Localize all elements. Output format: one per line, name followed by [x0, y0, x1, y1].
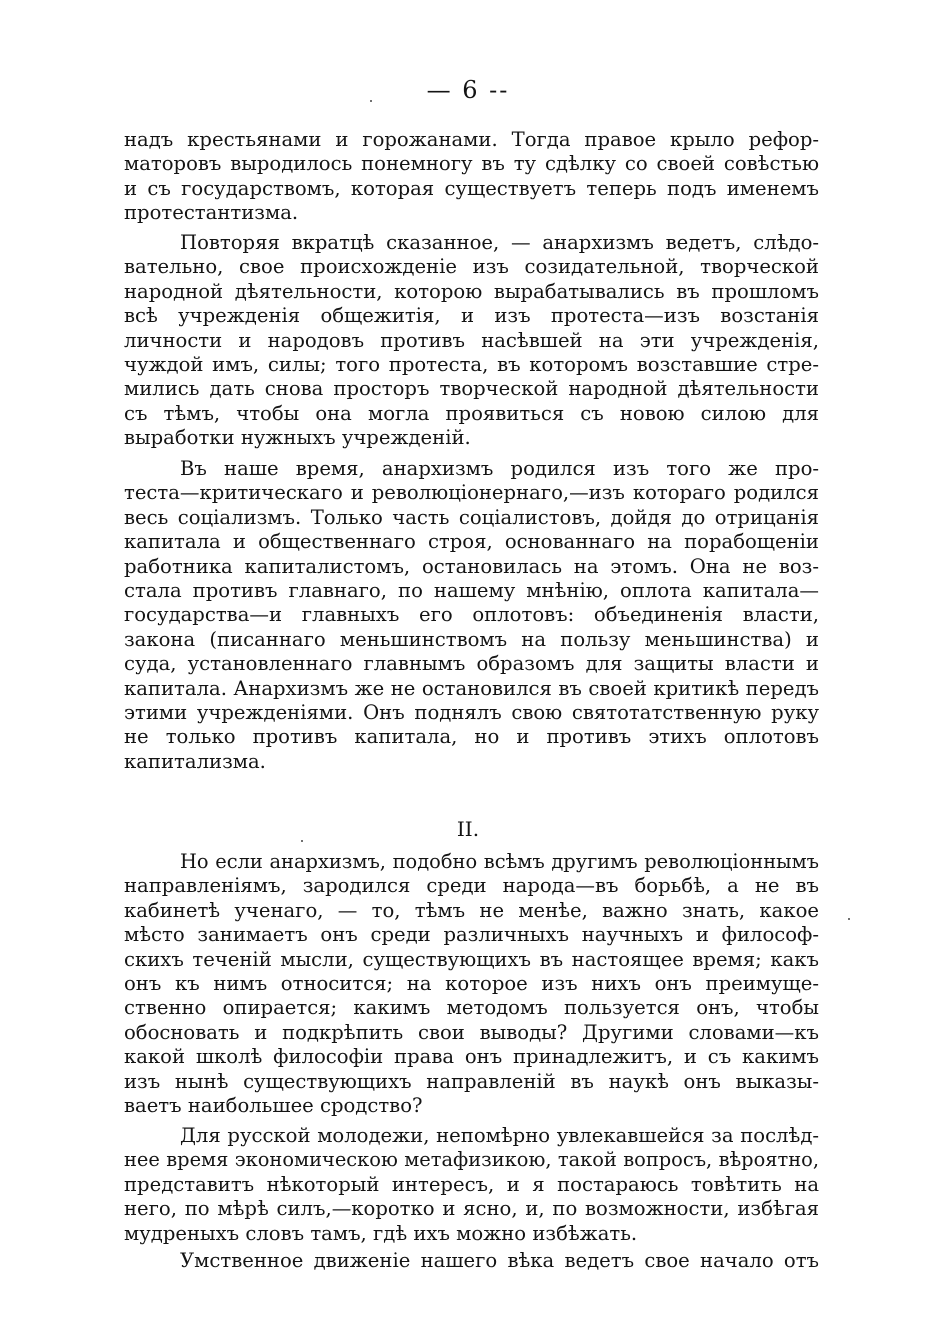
text-line: какой школѣ философіи права онъ принадлежитъ, и съ какимъ: [124, 1045, 819, 1069]
text-line: изъ нынѣ существующихъ направленій въ наукѣ онъ выказы-: [124, 1069, 819, 1093]
text-line: съ тѣмъ, чтобы она могла проявиться съ новою силою для: [124, 401, 819, 425]
text-line: Умственное движеніе нашего вѣка ведетъ свое начало отъ: [180, 1249, 819, 1272]
text-line: ваетъ наибольшее сродство?: [124, 1093, 423, 1117]
text-line: всѣ учрежденія общежитія, и изъ протеста—изъ возстанія: [124, 304, 819, 328]
text-line: не только противъ капитала, но и противъ этихъ оплотовъ: [124, 725, 819, 749]
text-line: вательно, свое происхожденіе изъ созидательной, творческой: [124, 255, 819, 279]
paragraph-3: [124, 457, 819, 774]
text-line: и съ государствомъ, которая существуетъ теперь подъ именемъ: [124, 176, 819, 200]
print-speck: [848, 918, 850, 920]
text-line: капитализма.: [124, 749, 266, 773]
text-line: Повторяя вкратцѣ сказанное, — анархизмъ ведетъ, слѣдо-: [180, 231, 819, 254]
text-line: капитала и общественнаго строя, основаннаго на порабощеніи: [124, 530, 819, 554]
paragraph-5: [124, 1124, 819, 1246]
paragraph-4: [124, 850, 819, 1118]
text-line: этими учрежденіями. Онъ поднялъ свою святотатственную руку: [124, 700, 819, 724]
text-line: капитала. Анархизмъ же не остановился въ своей критикѣ передъ: [124, 676, 819, 700]
text-line: представитъ нѣкоторый интересъ, и я постараюсь товѣтить на: [124, 1172, 819, 1196]
text-line: народной дѣятельности, которою вырабатывались въ прошломъ: [124, 279, 819, 303]
text-line: мились дать снова просторъ творческой народной дѣятельности: [124, 377, 819, 401]
text-line: Въ наше время, анархизмъ родился изъ того же про-: [180, 457, 819, 480]
paragraph-6: [124, 1249, 819, 1273]
text-line: личности и народовъ противъ насѣвшей на эти учрежденія,: [124, 328, 819, 352]
text-line: него, по мѣрѣ силъ,—коротко и ясно, и, по возможности, избѣгая: [124, 1197, 819, 1221]
text-line: нее время экономическою метафизикою, такой вопросъ, вѣроятно,: [124, 1148, 819, 1172]
text-line: кабинетѣ ученаго, — то, тѣмъ не менѣе, важно знать, какое: [124, 898, 819, 922]
text-line: онъ къ нимъ относится; на которое изъ нихъ онъ преимуще-: [124, 971, 819, 995]
text-line: маторовъ выродилось понемногу въ ту сдѣлку со своей совѣстью: [124, 152, 819, 176]
text-line: мудреныхъ словъ тамъ, гдѣ ихъ можно избѣжать.: [124, 1221, 638, 1245]
text-line: суда, установленнаго главнымъ образомъ для защиты власти и: [124, 652, 819, 676]
print-speck: [301, 840, 303, 842]
text-line: протестантизма.: [124, 201, 299, 225]
section-heading: II.: [456, 817, 480, 841]
text-line: Для русской молодежи, непомѣрно увлекавшейся за послѣд-: [180, 1124, 819, 1147]
text-line: обосновать и подкрѣпить свои выводы? Другими словами—къ: [124, 1020, 819, 1044]
text-line: закона (писаннаго меньшинствомъ на пользу меньшинства) и: [124, 627, 819, 651]
paragraph-2: [124, 231, 819, 451]
text-line: чуждой имъ, силы; того протеста, въ которомъ возставшие стре-: [124, 352, 819, 376]
text-line: ственно опирается; какимъ методомъ пользуется онъ, чтобы: [124, 996, 819, 1020]
text-line: теста—критическаго и революціонернаго,—изъ котораго родился: [124, 481, 819, 505]
text-line: государства—и главныхъ его оплотовъ: объединенія власти,: [124, 603, 819, 627]
page-number: — 6 --: [426, 76, 510, 104]
text-line: мѣсто занимаетъ онъ среди различныхъ научныхъ и философ-: [124, 923, 819, 947]
text-line: стала противъ главнаго, по нашему мнѣнію, оплота капитала—: [124, 578, 819, 602]
text-line: весь соціализмъ. Только часть соціалистовъ, дойдя до отрицанія: [124, 505, 819, 529]
text-line: направленіямъ, зародился среди народа—въ борьбѣ, а не въ: [124, 874, 819, 898]
text-line: выработки нужныхъ учрежденій.: [124, 426, 471, 450]
paragraph-1: [124, 128, 819, 226]
text-line: Но если анархизмъ, подобно всѣмъ другимъ революціоннымъ: [180, 850, 819, 873]
text-line: работника капиталистомъ, остановилась на этомъ. Она не воз-: [124, 554, 819, 578]
print-speck: [370, 100, 372, 102]
text-line: скихъ теченій мысли, существующихъ въ настоящее время; какъ: [124, 947, 819, 971]
text-line: надъ крестьянами и горожанами. Тогда правое крыло рефор-: [124, 128, 819, 151]
